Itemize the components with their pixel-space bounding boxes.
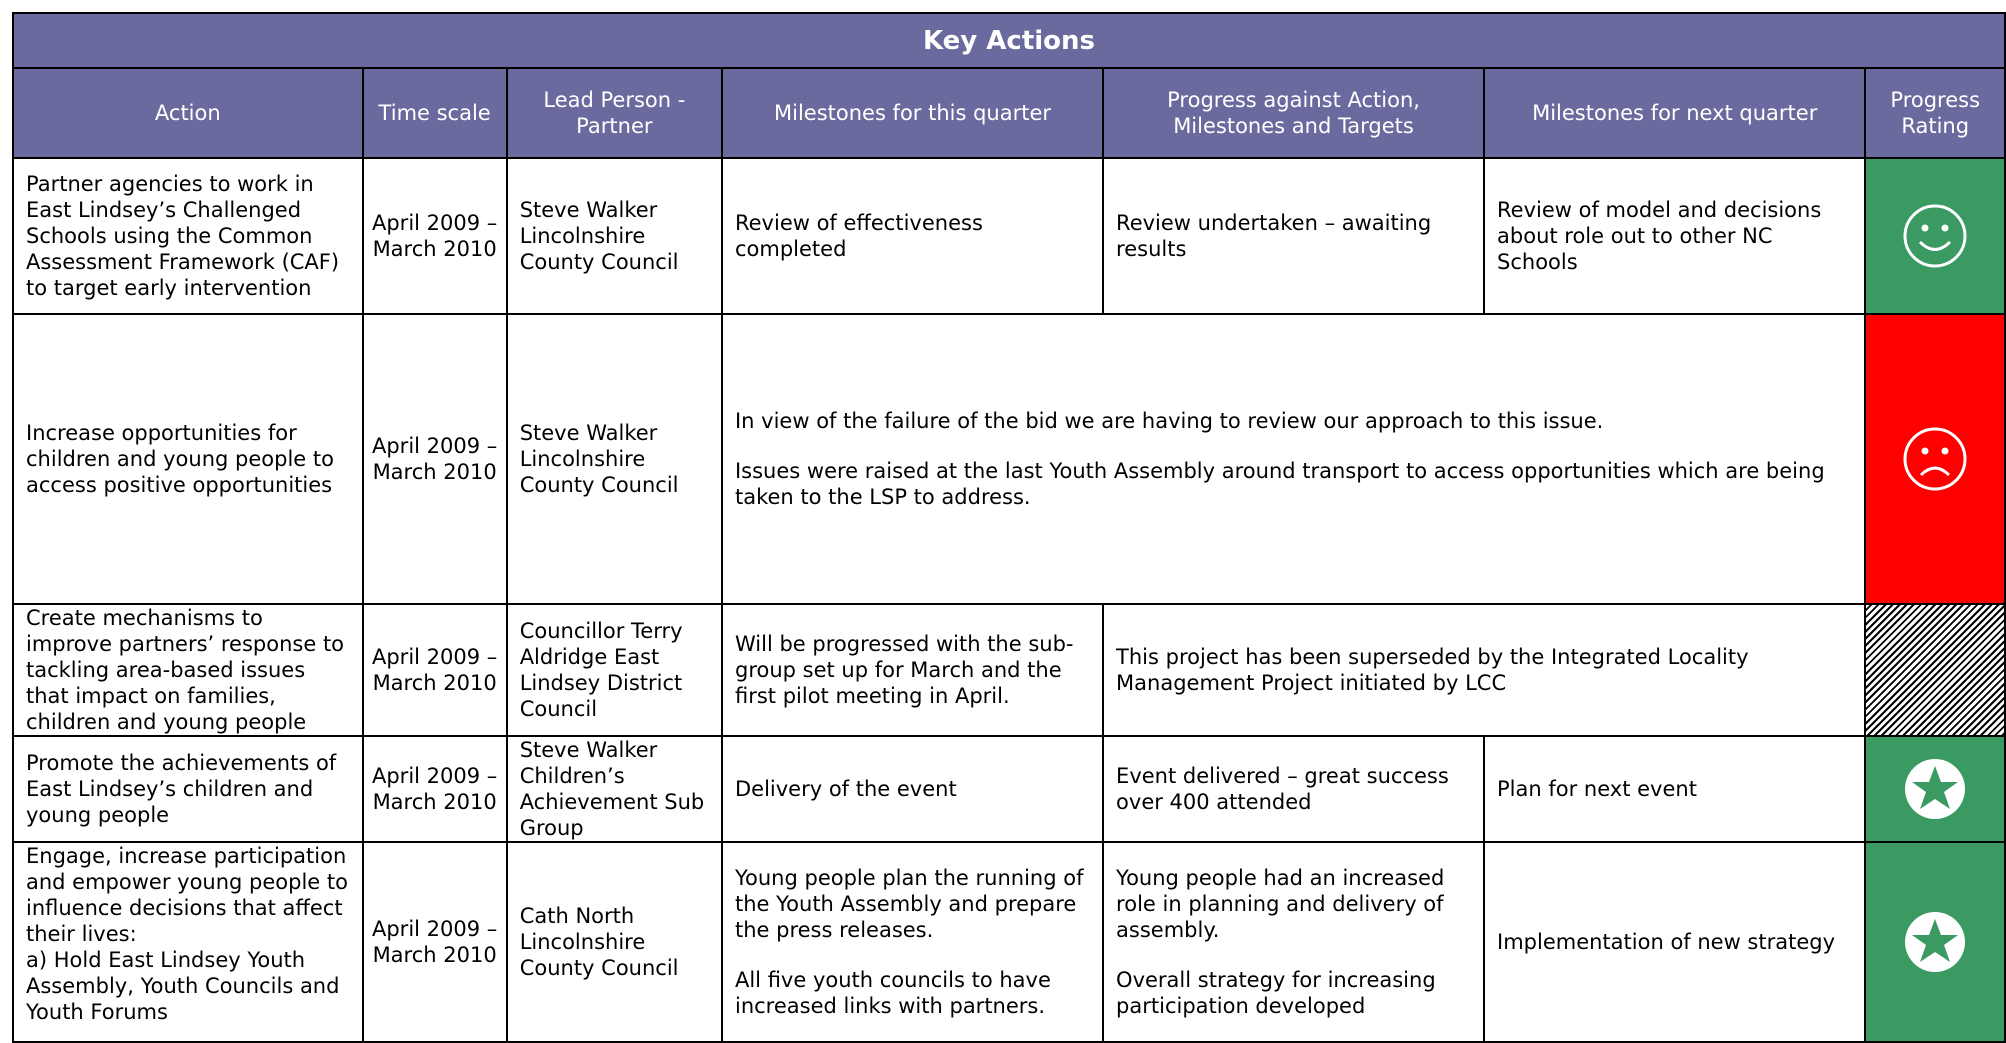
milestones-this-cell [722,842,1103,1042]
progress-paragraph: In view of the failure of the bid we are having to review our approach to this issue. [734,409,1604,433]
rating-cell [1865,736,2005,842]
action-cell: Create mechanisms to improve partners’ response to tackling area-based issues that impact on families, children and young people [13,604,363,736]
rating-cell [1865,842,2005,1042]
action-cell: Engage, increase participation and empower young people to influence decisions that affect their lives: a) Hold East Lindsey Youth Assembly, Youth Councils and Youth Forums [13,842,363,1042]
progress-cell: Event delivered – great success over 400 attended [1103,736,1484,842]
milestones-this-cell: Delivery of the event [722,736,1103,842]
star-icon [1903,910,1967,974]
milestone-paragraph: All five youth councils to have increased links with partners. [734,968,1051,1018]
smiley-icon [1902,203,1968,269]
action-cell: Increase opportunities for children and young people to access positive opportunities [13,314,363,604]
time-cell: April 2009 – March 2010 [363,314,507,604]
progress-paragraph: Issues were raised at the last Youth Assembly around transport to access opportunities which are being taken to the LSP to address. [734,459,1825,509]
star-icon [1903,757,1967,821]
progress-paragraph: Overall strategy for increasing participation developed [1116,968,1436,1018]
header-action: Action [13,68,363,158]
milestone-paragraph: Young people plan the running of the Youth Assembly and prepare the press releases. [734,866,1084,942]
action-cell: Promote the achievements of East Lindsey’s children and young people [13,736,363,842]
hatched-rating [1865,604,2005,736]
milestones-next-cell: Plan for next event [1484,736,1865,842]
header-milestones-next: Milestones for next quarter [1484,68,1865,158]
header-lead: Lead Person - Partner [507,68,722,158]
header-rating: Progress Rating [1865,68,2005,158]
table-row [13,736,2005,842]
table-row [13,314,2005,604]
frown-icon [1902,426,1968,492]
time-cell: April 2009 – March 2010 [363,158,507,314]
rating-cell [1865,158,2005,314]
lead-cell: Steve Walker Children’s Achievement Sub Group [507,736,722,842]
table-row [13,158,2005,314]
header-milestones-this: Milestones for this quarter [722,68,1103,158]
lead-cell: Councillor Terry Aldridge East Lindsey District Council [507,604,722,736]
header-row [13,68,2005,158]
table-title: Key Actions [13,13,2005,68]
table-row [13,604,2005,736]
header-progress: Progress against Action, Milestones and Targets [1103,68,1484,158]
merged-progress-cell [722,314,1865,604]
progress-cell [1103,842,1484,1042]
action-cell: Partner agencies to work in East Lindsey’s Challenged Schools using the Common Assessment Framework (CAF) to target early intervention [13,158,363,314]
header-time: Time scale [363,68,507,158]
time-cell: April 2009 – March 2010 [363,842,507,1042]
progress-cell: This project has been superseded by the Integrated Locality Management Project initiated by LCC [1103,604,1865,736]
rating-cell [1865,314,2005,604]
lead-cell: Cath North Lincolnshire County Council [507,842,722,1042]
milestones-this-cell: Review of effectiveness completed [722,158,1103,314]
time-cell: April 2009 – March 2010 [363,604,507,736]
lead-cell: Steve Walker Lincolnshire County Council [507,314,722,604]
time-cell: April 2009 – March 2010 [363,736,507,842]
milestones-this-cell: Will be progressed with the sub-group set up for March and the first pilot meeting in April. [722,604,1103,736]
progress-cell: Review undertaken – awaiting results [1103,158,1484,314]
lead-cell: Steve Walker Lincolnshire County Council [507,158,722,314]
table-row [13,842,2005,1042]
progress-paragraph: Young people had an increased role in planning and delivery of assembly. [1116,866,1445,942]
milestones-next-cell: Review of model and decisions about role out to other NC Schools [1484,158,1865,314]
milestones-next-cell: Implementation of new strategy [1484,842,1865,1042]
key-actions-table [12,12,2006,1043]
